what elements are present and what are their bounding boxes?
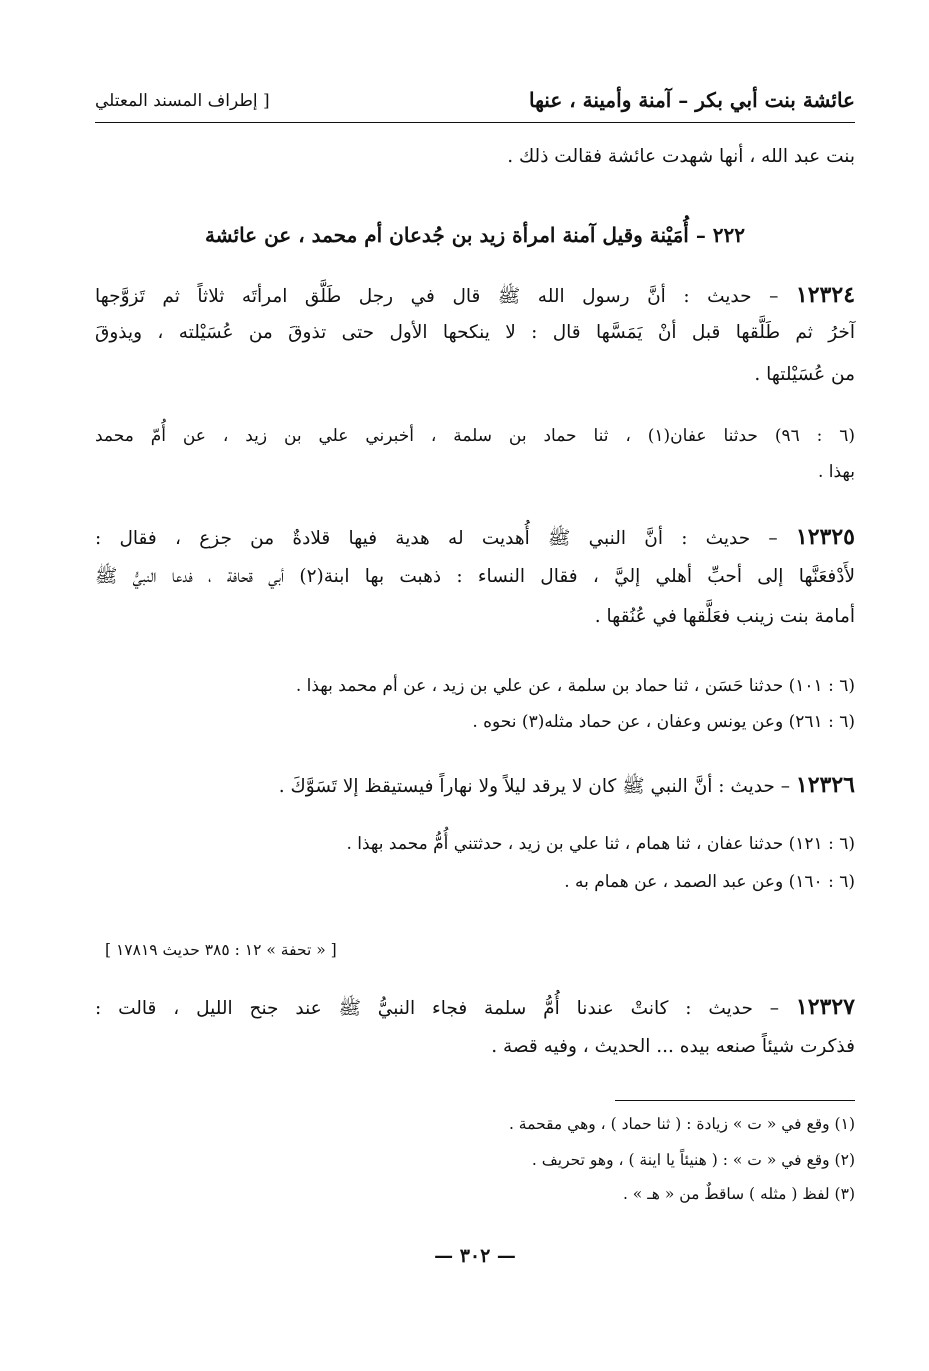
header-book-title: [ إطراف المسند المعتلي (95, 91, 270, 111)
header-rule (95, 122, 855, 123)
reference-line: (٦ : ١٠١) حدثنا حَسَن ، ثنا حماد بن سلمة ، عن علي بن زيد ، عن أم محمد بهذا . (295, 676, 855, 696)
hadith-line (95, 522, 855, 554)
hadith-number: ١٢٣٢٧ (795, 994, 855, 1020)
reference-line: بهذا . (817, 462, 855, 482)
hadith-line: آخرُ ثم طَلَّقها قبل أنْ يَمَسَّها قال : لا ينكحها الأول حتى تذوقَ من عُسَيْلته ، ويذوقَ (95, 322, 855, 343)
hadith-line (95, 992, 855, 1024)
reference-line: (٦ : ٩٦) حدثنا عفان(١) ، ثنا حماد بن سلمة ، أخبرني علي بن زيد ، عن أُمّ محمد (95, 426, 855, 446)
hadith-number: ١٢٣٢٦ (795, 772, 855, 798)
running-header (95, 88, 855, 118)
document-page (95, 80, 855, 1280)
footnote-rule (615, 1100, 855, 1101)
hadith-line (95, 280, 855, 312)
hadith-number: ١٢٣٢٤ (795, 282, 856, 308)
hadith-line (95, 770, 855, 802)
footnote: (٢) وقع في « ت » : ( هنيئاً يا اينة ) ، وهو تحريف . (531, 1151, 855, 1169)
hadith-line: لأَدْفعَنَّها إلى أحبِّ أهلي إليَّ ، فقال النساء : ذهبت بها ابنة(٢) أبي قحافة ، فدعا النبيُّ ﷺ (95, 566, 856, 587)
reference-line: (٦ : ٢٦١) وعن يونس وعفان ، عن حماد مثله(٣) نحوه . (472, 712, 855, 732)
footnote: (٣) لفظ ( مثله ) ساقطٌ من « هـ » . (622, 1185, 855, 1203)
hadith-text: – حديث : كانتْ عندنا أُمُّ سلمة فجاء النبيُّ ﷺ عند جنح الليل ، قالت : (95, 998, 780, 1019)
hadith-line: من عُسَيْلتها . (754, 364, 855, 385)
hadith-text: – حديث : أنَّ النبي ﷺ كان لا يرقد ليلاً ولا نهاراً فيستيقظ إلا تَسَوَّكَ . (278, 776, 791, 797)
tuhfa-reference: [ « تحفة » ١٢ : ٣٨٥ حديث ١٧٨١٩ ] (105, 941, 337, 959)
footnote: (١) وقع في « ت » زيادة : ( ثنا حماد ) ، وهي مقحمة . (508, 1115, 855, 1133)
hadith-line: أمامة بنت زينب فعَلَّقها في عُنُقها . (594, 606, 855, 627)
hadith-line: فذكرت شيئاً صنعه بيده ... الحديث ، وفيه قصة . (491, 1036, 855, 1057)
page-number: — ٣٠٢ — (434, 1245, 516, 1267)
header-title: عائشة بنت أبي بكر – آمنة وأمينة ، عنها (528, 88, 855, 112)
reference-line: (٦ : ١٦٠) وعن عبد الصمد ، عن همام به . (564, 872, 855, 892)
text-line: بنت عبد الله ، أنها شهدت عائشة فقالت ذلك . (507, 146, 855, 167)
hadith-text: – حديث : أنَّ رسول الله ﷺ قال في رجل طَلَّق امرأتَه ثلاثاً ثم تَزوَّجها (95, 286, 779, 307)
reference-line: (٦ : ١٢١) حدثنا عفان ، ثنا همام ، ثنا علي بن زيد ، حدثتني أُمُّ محمد بهذا . (346, 834, 855, 854)
hadith-text: – حديث : أنَّ النبي ﷺ أُهديت له هدية فيها قلادةٌ من جزع ، فقال : (95, 528, 778, 549)
hadith-number: ١٢٣٢٥ (795, 524, 855, 550)
section-heading: ٢٢٢ – أُمَيْنة وقيل آمنة امرأة زيد بن جُدعان أم محمد ، عن عائشة (204, 223, 746, 247)
